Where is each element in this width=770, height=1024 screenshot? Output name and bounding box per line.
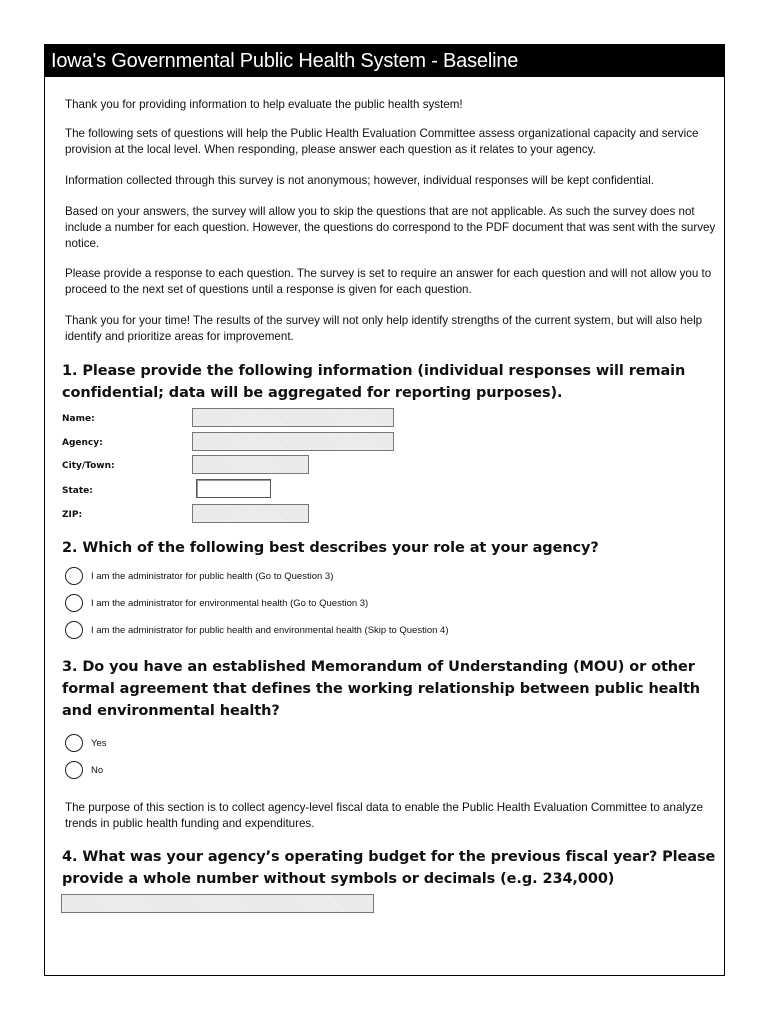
option-label: Yes <box>91 737 107 749</box>
operating-budget-field[interactable] <box>61 894 374 913</box>
option-label: I am the administrator for public health and environmental health (Skip to Question 4) <box>91 624 449 636</box>
survey-page <box>44 44 725 976</box>
agency-field[interactable] <box>192 432 394 451</box>
page-title: Iowa's Governmental Public Health System - Baseline <box>45 45 724 77</box>
mou-option-no[interactable] <box>65 760 103 780</box>
intro-paragraph: Based on your answers, the survey will allow you to skip the questions that are not applicable. As such the survey does not include a number for each question. However, the questions do correspond to the PDF document that was sent with the survey notice. <box>65 205 716 250</box>
city-label: City/Town: <box>62 461 115 471</box>
radio-icon[interactable] <box>65 594 83 612</box>
radio-icon[interactable] <box>65 621 83 639</box>
radio-icon[interactable] <box>65 567 83 585</box>
intro-paragraph: The following sets of questions will help the Public Health Evaluation Committee assess organizational capacity and service provision at the local level. When responding, please answer each question as it relates to your agency. <box>65 127 699 156</box>
state-label: State: <box>62 486 93 496</box>
intro-paragraph: Information collected through this survey is not anonymous; however, individual responses will be kept confidential. <box>65 174 655 187</box>
fiscal-note: The purpose of this section is to collect agency-level fiscal data to enable the Public Health Evaluation Committee to analyze trends in public health funding and expenditures. <box>65 801 704 830</box>
intro-paragraph: Please provide a response to each question. The survey is set to require an answer for each question and will not allow you to proceed to the next set of questions until a response is given for each question. <box>65 267 712 296</box>
mou-option-yes[interactable] <box>65 733 107 753</box>
role-option[interactable] <box>65 620 449 640</box>
intro-paragraph: Thank you for providing information to help evaluate the public health system! <box>65 98 463 111</box>
option-label: I am the administrator for public health (Go to Question 3) <box>91 570 334 582</box>
name-label: Name: <box>62 414 95 424</box>
question-3-heading: 3. Do you have an established Memorandum of Understanding (MOU) or other formal agreement that defines the working relationship between public health and environmental health? <box>62 659 701 719</box>
city-field[interactable] <box>192 455 309 474</box>
question-1-heading: 1. Please provide the following information (individual responses will remain confidential; data will be aggregated for reporting purposes). <box>62 363 686 401</box>
role-option[interactable] <box>65 593 368 613</box>
agency-label: Agency: <box>62 438 103 448</box>
radio-icon[interactable] <box>65 734 83 752</box>
role-option[interactable] <box>65 566 333 586</box>
question-2-heading: 2. Which of the following best describes your role at your agency? <box>62 540 599 556</box>
question-4-heading: 4. What was your agency’s operating budget for the previous fiscal year? Please provide a whole number without symbols or decimals (e.g. 234,000) <box>62 849 716 887</box>
zip-label: ZIP: <box>62 510 83 520</box>
intro-paragraph: Thank you for your time! The results of the survey will not only help identify strengths of the current system, but will also help identify and prioritize areas for improvement. <box>65 314 703 343</box>
zip-field[interactable] <box>192 504 309 523</box>
state-field[interactable] <box>196 479 271 498</box>
radio-icon[interactable] <box>65 761 83 779</box>
option-label: No <box>91 764 104 776</box>
option-label: I am the administrator for environmental health (Go to Question 3) <box>91 597 369 609</box>
name-field[interactable] <box>192 408 394 427</box>
